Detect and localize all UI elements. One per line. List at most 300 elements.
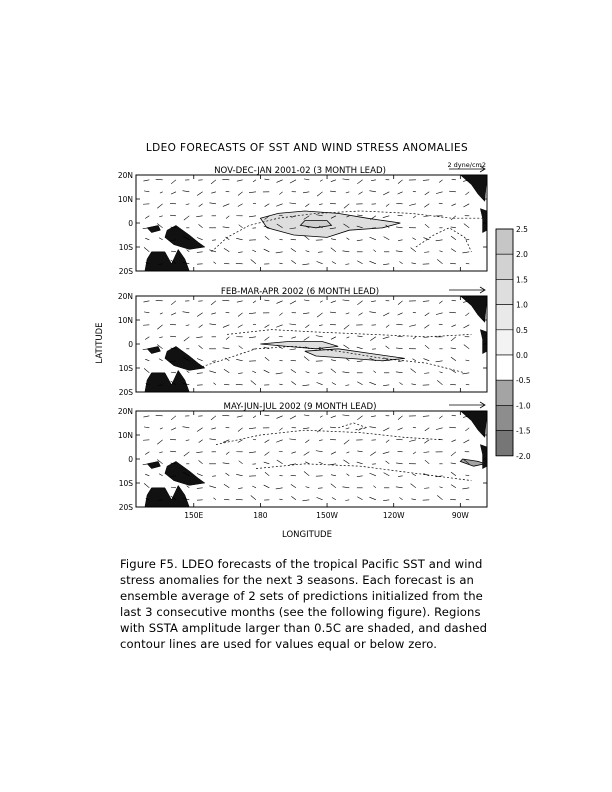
- wind-stress-arrow: [265, 452, 270, 456]
- wind-stress-arrow: [226, 337, 229, 340]
- colorbar-tick-label: 1.0: [516, 300, 528, 310]
- wind-stress-arrow: [412, 474, 415, 476]
- wind-stress-arrow: [236, 238, 242, 239]
- wind-stress-arrow: [225, 358, 229, 361]
- wind-stress-arrow: [306, 487, 310, 488]
- wind-stress-arrow: [371, 301, 376, 302]
- wind-stress-arrow: [249, 313, 256, 314]
- y-tick-label: 20N: [117, 171, 133, 180]
- wind-stress-arrow: [184, 337, 189, 341]
- wind-stress-arrow: [265, 236, 269, 240]
- shaded-sst-region: [305, 349, 405, 361]
- wind-stress-arrow: [346, 337, 349, 338]
- wind-stress-arrow: [304, 415, 309, 416]
- wind-stress-arrow: [357, 497, 362, 500]
- colorbar-segment: [496, 229, 513, 254]
- wind-stress-arrow: [196, 216, 202, 217]
- wind-stress-arrow: [424, 440, 429, 443]
- wind-stress-arrow: [463, 325, 469, 328]
- wind-stress-arrow: [413, 337, 416, 339]
- panel-plot-area: [143, 296, 487, 392]
- wind-stress-arrow: [465, 360, 469, 361]
- wind-stress-arrow: [199, 440, 203, 443]
- figure-title: LDEO FORECASTS OF SST AND WIND STRESS ANOMALIES: [145, 142, 469, 154]
- land-mass: [427, 296, 487, 322]
- wind-stress-arrow: [187, 486, 190, 488]
- wind-stress-arrow: [237, 416, 243, 417]
- wind-stress-arrow: [319, 204, 323, 205]
- wind-stress-arrow: [345, 385, 349, 386]
- wind-stress-arrow: [436, 313, 443, 315]
- colorbar-tick-label: -2.0: [516, 451, 531, 461]
- wind-stress-arrow: [144, 191, 149, 192]
- wind-stress-arrow: [425, 224, 429, 228]
- wind-stress-arrow: [251, 380, 256, 384]
- wind-stress-arrow: [384, 473, 390, 476]
- wind-stress-arrow: [291, 337, 296, 338]
- x-axis-label: LONGITUDE: [282, 530, 332, 540]
- wind-stress-arrow: [439, 372, 442, 373]
- wind-stress-arrow: [199, 224, 203, 227]
- wind-stress-arrow: [318, 488, 323, 489]
- wind-stress-arrow: [411, 263, 415, 264]
- wind-stress-arrow: [386, 461, 390, 464]
- wind-stress-arrow: [222, 179, 229, 180]
- x-tick-label: 120W: [382, 511, 405, 520]
- wind-stress-arrow: [279, 313, 282, 316]
- wind-stress-arrow: [463, 440, 469, 443]
- wind-stress-arrow: [425, 345, 429, 349]
- sst-contour-line: [338, 423, 367, 430]
- wind-stress-arrow: [236, 474, 242, 475]
- wind-stress-arrow: [346, 428, 349, 429]
- wind-stress-arrow: [396, 348, 403, 349]
- wind-stress-arrow: [276, 252, 283, 253]
- wind-stress-arrow: [342, 179, 349, 180]
- wind-stress-arrow: [346, 313, 349, 314]
- wind-stress-arrow: [145, 216, 149, 219]
- wind-stress-arrow: [411, 484, 416, 488]
- wind-stress-arrow: [423, 301, 429, 302]
- wind-stress-arrow: [159, 337, 162, 338]
- wind-stress-arrow: [145, 474, 149, 476]
- wind-stress-arrow: [171, 428, 176, 430]
- wind-stress-arrow: [187, 250, 190, 252]
- wind-stress-arrow: [342, 372, 349, 373]
- wind-stress-arrow: [424, 325, 429, 328]
- caption-line: last 3 consecutive months (see the following figure). Regions: [120, 605, 481, 619]
- wind-stress-arrow: [226, 452, 229, 455]
- y-tick-label: 0: [128, 340, 133, 349]
- wind-stress-arrow: [171, 251, 176, 252]
- wind-stress-arrow: [369, 312, 376, 313]
- wind-stress-arrow: [451, 463, 456, 464]
- wind-stress-arrow: [222, 415, 229, 416]
- land-mass: [480, 330, 487, 354]
- wind-stress-arrow: [157, 440, 162, 444]
- wind-stress-arrow: [423, 238, 429, 240]
- wind-stress-arrow: [249, 452, 256, 453]
- wind-stress-arrow: [342, 300, 349, 301]
- wind-stress-arrow: [451, 236, 456, 240]
- wind-stress-arrow: [358, 313, 362, 316]
- wind-stress-arrow: [425, 192, 429, 195]
- wind-stress-arrow: [184, 452, 189, 456]
- wind-stress-arrow: [302, 500, 309, 501]
- wind-stress-arrow: [183, 427, 190, 428]
- wind-stress-arrow: [171, 372, 176, 373]
- colorbar-segment: [496, 355, 513, 380]
- panel-3: [118, 402, 487, 520]
- wind-stress-arrow: [306, 372, 310, 373]
- wind-stress-arrow: [331, 337, 336, 340]
- wind-stress-arrow: [465, 239, 469, 240]
- wind-stress-arrow: [145, 337, 149, 340]
- wind-stress-arrow: [342, 251, 349, 252]
- wind-stress-arrow: [197, 359, 203, 361]
- wind-stress-arrow: [253, 180, 256, 182]
- wind-stress-arrow: [265, 440, 270, 443]
- wind-stress-arrow: [238, 204, 243, 207]
- wind-stress-arrow: [305, 325, 309, 328]
- wind-stress-arrow: [276, 325, 282, 327]
- y-tick-label: 20N: [117, 292, 133, 301]
- wind-stress-arrow: [383, 216, 389, 218]
- wind-stress-arrow: [223, 463, 230, 464]
- wind-stress-arrow: [358, 428, 362, 431]
- wind-stress-arrow: [437, 259, 442, 263]
- wind-stress-arrow: [451, 357, 456, 361]
- colorbar-segment: [496, 330, 513, 355]
- wind-stress-arrow: [197, 252, 203, 253]
- wind-stress-arrow: [265, 204, 270, 207]
- wind-stress-arrow: [373, 371, 376, 373]
- land-mass: [480, 445, 487, 469]
- wind-stress-arrow: [425, 460, 429, 464]
- land-mass: [145, 370, 189, 392]
- wind-stress-arrow: [439, 301, 442, 304]
- wind-stress-arrow: [212, 361, 216, 362]
- wind-stress-arrow: [383, 385, 389, 386]
- colorbar-segment: [496, 279, 513, 304]
- y-tick-label: 10N: [117, 431, 133, 440]
- wind-stress-arrow: [331, 180, 336, 182]
- wind-stress-arrow: [209, 439, 216, 440]
- wind-stress-arrow: [317, 192, 323, 196]
- wind-stress-arrow: [439, 203, 443, 204]
- wind-stress-arrow: [265, 357, 269, 361]
- wind-stress-arrow: [357, 462, 363, 464]
- wind-stress-arrow: [183, 312, 190, 313]
- wind-stress-arrow: [253, 203, 256, 204]
- wind-stress-arrow: [291, 248, 296, 251]
- wind-stress-arrow: [370, 452, 376, 456]
- wind-stress-arrow: [265, 337, 270, 341]
- wind-stress-arrow: [160, 313, 163, 314]
- wind-stress-arrow: [160, 428, 163, 429]
- wind-stress-arrow: [211, 180, 216, 184]
- caption-line: Figure F5. LDEO forecasts of the tropical Pacific SST and wind: [120, 557, 483, 571]
- wind-stress-arrow: [357, 476, 363, 477]
- wind-stress-arrow: [196, 452, 202, 453]
- wind-stress-arrow: [330, 312, 336, 313]
- wind-stress-arrow: [332, 497, 336, 499]
- wind-stress-arrow: [171, 487, 176, 488]
- wind-stress-arrow: [316, 336, 323, 337]
- wind-stress-arrow: [383, 337, 389, 339]
- wind-stress-arrow: [276, 488, 283, 489]
- wind-stress-arrow: [399, 497, 402, 499]
- colorbar-segment: [496, 431, 513, 456]
- wind-stress-arrow: [252, 486, 256, 488]
- wind-stress-arrow: [159, 216, 162, 217]
- wind-stress-arrow: [411, 369, 416, 373]
- wind-stress-arrow: [317, 261, 323, 263]
- wind-stress-arrow: [451, 337, 456, 341]
- wind-stress-arrow: [306, 251, 310, 252]
- wind-stress-arrow: [346, 192, 349, 193]
- wind-stress-arrow: [464, 224, 469, 228]
- wind-stress-arrow: [157, 325, 162, 329]
- wind-stress-arrow: [238, 373, 242, 374]
- panel-title: FEB-MAR-APR 2002 (6 MONTH LEAD): [220, 287, 380, 297]
- y-tick-label: 20S: [118, 388, 133, 397]
- wind-stress-arrow: [451, 227, 456, 228]
- land-mass: [147, 461, 160, 468]
- wind-stress-arrow: [197, 488, 203, 489]
- wind-stress-arrow: [398, 416, 403, 420]
- wind-stress-arrow: [171, 301, 176, 305]
- wind-stress-arrow: [302, 264, 309, 265]
- sst-contour-line: [216, 430, 443, 444]
- wind-stress-arrow: [369, 497, 375, 500]
- wind-stress-arrow: [383, 500, 389, 501]
- wind-stress-arrow: [437, 380, 442, 384]
- wind-stress-arrow: [369, 427, 376, 428]
- wind-stress-arrow: [320, 416, 323, 418]
- land-mass: [147, 346, 160, 353]
- wind-stress-arrow: [143, 301, 149, 302]
- forecast-panels: [118, 161, 487, 520]
- wind-stress-arrow: [357, 240, 363, 241]
- y-tick-label: 10N: [117, 316, 133, 325]
- wind-stress-arrow: [213, 262, 216, 264]
- wind-stress-arrow: [305, 440, 309, 443]
- wind-stress-arrow: [238, 192, 243, 196]
- wind-stress-arrow: [159, 452, 162, 453]
- wind-stress-arrow: [160, 192, 163, 193]
- wind-stress-arrow: [451, 452, 456, 456]
- wind-stress-arrow: [264, 179, 269, 180]
- wind-stress-arrow: [383, 452, 389, 454]
- wind-stress-arrow: [237, 301, 243, 302]
- wind-stress-arrow: [171, 192, 176, 194]
- colorbar-tick-label: 0.5: [516, 325, 528, 335]
- wind-stress-arrow: [197, 474, 203, 476]
- wind-stress-arrow: [409, 204, 416, 206]
- wind-stress-arrow: [238, 488, 242, 489]
- wind-stress-arrow: [331, 301, 336, 303]
- wind-stress-arrow: [211, 192, 216, 193]
- wind-stress-arrow: [345, 264, 349, 265]
- wind-stress-arrow: [330, 427, 336, 428]
- wind-stress-arrow: [253, 439, 256, 440]
- wind-stress-arrow: [145, 359, 149, 361]
- wind-stress-arrow: [318, 252, 323, 253]
- wind-stress-arrow: [357, 261, 362, 264]
- wind-stress-arrow: [398, 240, 402, 241]
- wind-stress-arrow: [398, 192, 403, 194]
- colorbar-segment: [496, 305, 513, 330]
- wind-stress-arrow: [451, 485, 456, 488]
- wind-stress-arrow: [236, 359, 242, 360]
- wind-stress-arrow: [265, 472, 269, 476]
- wind-stress-arrow: [291, 496, 296, 499]
- wind-stress-arrow: [465, 475, 469, 476]
- wind-stress-arrow: [276, 440, 282, 442]
- wind-stress-arrow: [331, 248, 336, 252]
- wind-stress-arrow: [317, 428, 323, 432]
- wind-stress-arrow: [199, 204, 203, 207]
- wind-stress-arrow: [197, 192, 203, 196]
- y-tick-label: 0: [128, 219, 133, 228]
- wind-stress-arrow: [290, 416, 296, 419]
- wind-stress-arrow: [331, 369, 336, 373]
- wind-stress-arrow: [439, 180, 442, 183]
- wind-stress-arrow: [357, 451, 362, 452]
- wind-stress-arrow: [331, 416, 336, 418]
- wind-stress-arrow: [289, 324, 296, 325]
- wind-stress-arrow: [386, 325, 389, 328]
- wind-stress-arrow: [279, 384, 282, 385]
- wind-stress-arrow: [384, 237, 390, 240]
- wind-stress-arrow: [344, 440, 349, 444]
- wind-stress-arrow: [223, 348, 230, 349]
- wind-stress-arrow: [253, 324, 256, 325]
- panel-title: NOV-DEC-JAN 2001-02 (3 MONTH LEAD): [214, 166, 386, 176]
- wind-stress-arrow: [279, 428, 282, 431]
- wind-stress-arrow: [170, 451, 176, 452]
- wind-stress-arrow: [319, 440, 323, 441]
- wind-stress-arrow: [346, 452, 349, 453]
- wind-stress-arrow: [465, 313, 469, 316]
- wind-stress-arrow: [369, 473, 375, 476]
- wind-stress-arrow: [238, 313, 243, 317]
- wind-stress-arrow: [399, 382, 402, 384]
- land-mass: [427, 175, 487, 201]
- wind-stress-arrow: [302, 385, 309, 386]
- caption-line: ensemble average of 2 sets of predictions initialized from the: [120, 589, 483, 603]
- wind-stress-arrow: [330, 191, 336, 192]
- wind-stress-arrow: [331, 360, 336, 361]
- wind-stress-arrow: [465, 192, 469, 195]
- wind-stress-arrow: [449, 191, 456, 192]
- wind-stress-arrow: [411, 248, 416, 252]
- wind-stress-arrow: [222, 300, 229, 301]
- wind-stress-arrow: [452, 204, 456, 206]
- land-mass: [147, 225, 160, 232]
- wind-stress-arrow: [439, 324, 443, 325]
- wind-stress-arrow: [239, 225, 243, 228]
- wind-stress-arrow: [145, 238, 149, 240]
- wind-stress-arrow: [332, 382, 336, 384]
- wind-stress-arrow: [346, 238, 349, 240]
- wind-stress-arrow: [304, 179, 309, 180]
- wind-stress-arrow: [209, 486, 216, 488]
- wind-stress-arrow: [197, 238, 203, 240]
- wind-stress-arrow: [159, 359, 163, 361]
- wind-stress-arrow: [143, 180, 149, 181]
- wind-stress-arrow: [343, 345, 349, 349]
- wind-stress-arrow: [303, 313, 309, 314]
- wind-stress-arrow: [264, 300, 269, 301]
- wind-stress-arrow: [463, 204, 469, 207]
- wind-stress-arrow: [276, 180, 282, 183]
- wind-stress-arrow: [369, 382, 375, 385]
- wind-stress-arrow: [331, 239, 336, 240]
- wind-stress-arrow: [276, 204, 282, 206]
- y-tick-label: 10S: [118, 243, 133, 252]
- wind-stress-arrow: [237, 180, 243, 181]
- wind-stress-arrow: [413, 452, 416, 454]
- wind-stress-arrow: [398, 180, 403, 184]
- wind-stress-arrow: [239, 461, 243, 464]
- wind-stress-arrow: [212, 476, 216, 477]
- wind-stress-arrow: [398, 476, 402, 477]
- wind-stress-arrow: [357, 215, 362, 216]
- wind-stress-arrow: [423, 452, 429, 453]
- wind-stress-arrow: [413, 216, 416, 218]
- wind-stress-arrow: [209, 203, 216, 204]
- wind-stress-arrow: [343, 460, 349, 464]
- wind-stress-arrow: [451, 249, 456, 252]
- wind-stress-arrow: [291, 381, 296, 384]
- colorbar-segment: [496, 405, 513, 430]
- colorbar-tick-label: 0.0: [516, 351, 528, 360]
- colorbar-tick-label: 1.5: [516, 275, 528, 285]
- wind-stress-arrow: [409, 440, 416, 442]
- wind-stress-arrow: [183, 191, 190, 192]
- wind-stress-arrow: [223, 227, 230, 228]
- sst-contour-line: [227, 330, 471, 337]
- wind-stress-arrow: [357, 336, 362, 337]
- wind-stress-arrow: [345, 500, 349, 501]
- wind-stress-arrow: [211, 428, 216, 429]
- wind-stress-arrow: [171, 180, 176, 184]
- wind-stress-arrow: [373, 486, 376, 488]
- land-mass: [427, 411, 487, 437]
- figure-caption: [120, 556, 510, 652]
- wind-stress-arrow: [224, 484, 229, 488]
- wind-stress-arrow: [439, 251, 442, 252]
- wind-stress-arrow: [276, 301, 282, 304]
- wind-stress-arrow: [170, 336, 176, 337]
- wind-stress-arrow: [398, 301, 403, 305]
- wind-stress-arrow: [304, 471, 309, 475]
- wind-stress-arrow: [144, 427, 149, 428]
- wind-stress-arrow: [412, 359, 415, 361]
- caption-line: with SSTA amplitude larger than 0.5C are shaded, and dashed: [120, 621, 488, 635]
- wind-stress-arrow: [436, 428, 443, 430]
- wind-stress-arrow: [264, 462, 270, 464]
- wind-stress-arrow: [290, 301, 296, 304]
- wind-stress-arrow: [386, 346, 390, 349]
- y-tick-label: 20S: [118, 503, 133, 512]
- wind-stress-arrow: [279, 192, 282, 195]
- wind-stress-arrow: [451, 348, 456, 349]
- wind-scale-label: 2 dyne/cm2: [447, 161, 486, 169]
- wind-stress-arrow: [424, 373, 429, 374]
